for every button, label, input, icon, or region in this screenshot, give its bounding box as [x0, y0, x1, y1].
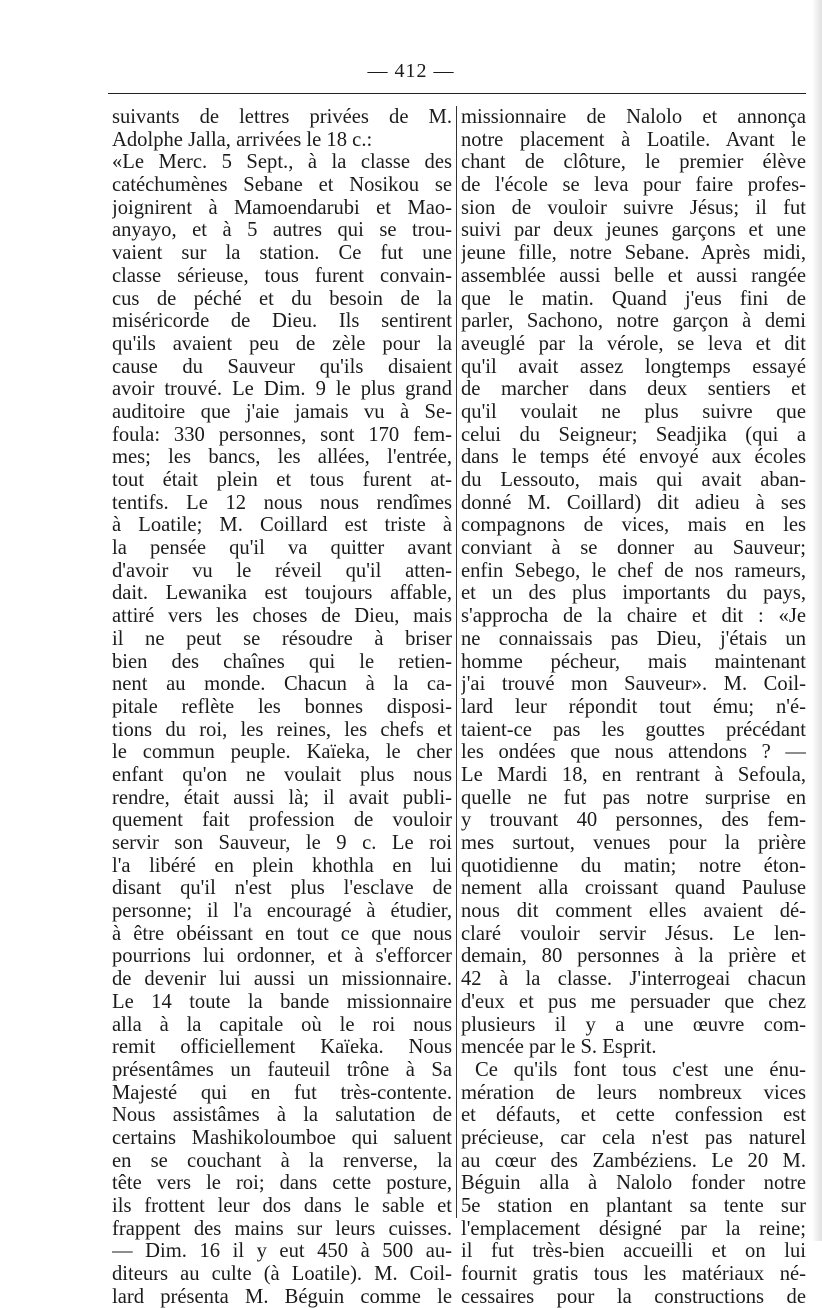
text-line: diteurs au culte (à Loatile). M. Coil- — [112, 1263, 452, 1286]
text-line: Béguin alla à Nalolo fonder notre — [461, 1172, 806, 1195]
text-line: claré vouloir servir Jésus. Le len- — [461, 922, 806, 945]
text-line: d'avoir vu le réveil qu'il atten- — [112, 559, 452, 582]
text-line: quement fait profession de vouloir — [112, 809, 452, 832]
text-line: Nous assistâmes à la salutation de — [112, 1104, 452, 1127]
text-line: il ne peut se résoudre à briser — [112, 627, 452, 650]
text-line: cessaires pour la constructions de — [461, 1285, 806, 1308]
text-line: pitale reflète les bonnes disposi- — [112, 695, 452, 718]
text-line: s'approcha de la chaire et dit : «Je — [461, 605, 806, 628]
text-line: compagnons de vices, mais en les — [461, 514, 806, 537]
text-line: tête vers le roi; dans cette posture, — [112, 1172, 452, 1195]
text-line: ils frottent leur dos dans le sable et — [112, 1195, 452, 1217]
text-line: aveuglé par la vérole, se leva et dit — [461, 332, 806, 355]
text-line: ne connaissais pas Dieu, j'étais un — [461, 627, 806, 650]
text-line: tout était plein et tous furent at- — [112, 469, 452, 491]
text-line: l'a libéré en plein khothla en lui — [112, 854, 452, 877]
column-divider — [456, 106, 457, 1218]
text-line: bien des chaînes qui le retien- — [112, 650, 452, 673]
text-line: joignirent à Mamoendarubi et Mao- — [112, 196, 452, 219]
text-line: quotidienne du matin; notre éton- — [461, 854, 806, 877]
text-line: quelle ne fut pas notre surprise en — [461, 786, 806, 809]
text-line: mération de leurs nombreux vices — [461, 1081, 806, 1104]
text-line: pourrions lui ordonner, et à s'efforcer — [112, 945, 452, 968]
text-line: Le Mardi 18, en rentrant à Sefoula, — [461, 763, 806, 786]
text-line: donné M. Coillard) dit adieu à ses — [461, 491, 806, 514]
text-line: d'eux et pus me persuader que chez — [461, 990, 806, 1013]
text-line: lard leur répondit tout ému; n'é- — [461, 695, 806, 718]
page-number: — 412 — — [367, 60, 455, 82]
text-line: celui du Seigneur; Seadjika (qui a — [461, 423, 806, 446]
text-line: mes surtout, venues pour la prière — [461, 832, 806, 854]
text-line: enfin Sebego, le chef de nos rameurs, — [461, 559, 806, 582]
text-line: cause du Sauveur qu'ils disaient — [112, 355, 452, 378]
text-line: notre placement à Loatile. Avant le — [461, 128, 806, 151]
text-line: frappent des mains sur leurs cuisses. — [112, 1217, 452, 1240]
text-line: taient-ce pas les gouttes précédant — [461, 718, 806, 741]
text-line: présentâmes un fauteuil trône à Sa — [112, 1058, 452, 1081]
text-line: qu'il voulait ne plus suivre que — [461, 400, 806, 423]
text-line: tions du roi, les reines, les chefs et — [112, 718, 452, 741]
text-line: foula: 330 personnes, sont 170 fem- — [112, 423, 452, 446]
text-line: tentifs. Le 12 nous nous rendîmes — [112, 491, 452, 514]
text-line: homme pécheur, mais maintenant — [461, 650, 806, 673]
text-line: chant de clôture, le premier élève — [461, 151, 806, 174]
text-line: la pensée qu'il va quitter avant — [112, 537, 452, 560]
text-line: conviant à se donner au Sauveur; — [461, 537, 806, 560]
text-line: classe sérieuse, tous furent convain- — [112, 264, 452, 287]
text-line: et un des plus importants du pays, — [461, 582, 806, 605]
text-line: suivants de lettres privées de M. — [112, 106, 452, 128]
text-line: y trouvant 40 personnes, des fem- — [461, 809, 806, 832]
text-line: Adolphe Jalla, arrivées le 18 c.: — [112, 128, 373, 151]
text-line: de l'école se leva pour faire profes- — [461, 174, 806, 197]
text-line: lard présenta M. Béguin comme le — [112, 1285, 452, 1308]
text-line: demain, 80 personnes à la prière et — [461, 945, 806, 968]
text-line: en se couchant à la renverse, la — [112, 1149, 452, 1172]
text-line: plusieurs il y a une œuvre com- — [461, 1013, 806, 1036]
text-line: jeune fille, notre Sebane. Après midi, — [461, 242, 806, 265]
text-line: et défauts, et cette confession est — [461, 1104, 806, 1127]
text-line: nement alla croissant quand Pauluse — [461, 877, 806, 900]
text-line: précieuse, car cela n'est pas naturel — [461, 1126, 806, 1149]
text-line: suivi par deux jeunes garçons et une — [461, 219, 806, 242]
left-column — [112, 106, 452, 1308]
text-line: le commun peuple. Kaïeka, le cher — [112, 741, 452, 764]
text-line: mes; les bancs, les allées, l'entrée, — [112, 446, 452, 469]
text-line: à être obéissant en tout ce que nous — [112, 922, 452, 945]
text-line: parler, Sachono, notre garçon à demi — [461, 310, 806, 333]
text-line: nous dit comment elles avaient dé- — [461, 900, 806, 923]
text-line: sion de vouloir suivre Jésus; il fut — [461, 196, 806, 219]
text-line: j'ai trouvé mon Sauveur». M. Coil- — [461, 673, 806, 696]
text-line: 42 à la classe. J'interrogeai chacun — [461, 968, 806, 991]
text-line: de devenir lui aussi un missionnaire. — [112, 968, 452, 991]
right-column — [461, 106, 806, 1308]
text-line: personne; il l'a encouragé à étudier, — [112, 900, 452, 923]
text-line: il fut très-bien accueilli et on lui — [461, 1240, 806, 1263]
text-line: catéchumènes Sebane et Nosikou se — [112, 174, 452, 197]
page-edge-shadow — [812, 0, 822, 1241]
text-line: de marcher dans deux sentiers et — [461, 378, 806, 401]
text-line: au cœur des Zambéziens. Le 20 M. — [461, 1149, 806, 1172]
text-line: dait. Lewanika est toujours affable, — [112, 582, 452, 605]
text-line: servir son Sauveur, le 9 c. Le roi — [112, 832, 452, 854]
text-line: à Loatile; M. Coillard est triste à — [112, 514, 452, 537]
text-line: dans le temps été envoyé aux écoles — [461, 446, 806, 469]
text-line: alla à la capitale où le roi nous — [112, 1013, 452, 1036]
text-line: miséricorde de Dieu. Ils sentirent — [112, 310, 452, 333]
text-line: 5e station en plantant sa tente sur — [461, 1195, 806, 1217]
text-line: vaient sur la station. Ce fut une — [112, 242, 452, 265]
text-line: disant qu'il n'est plus l'esclave de — [112, 877, 452, 900]
header-rule — [108, 93, 806, 94]
text-line: l'emplacement désigné par la reine; — [461, 1217, 806, 1240]
text-line: du Lessouto, mais qui avait aban- — [461, 469, 806, 491]
text-line: enfant qu'on ne voulait plus nous — [112, 763, 452, 786]
text-line: certains Mashikoloumboe qui saluent — [112, 1126, 452, 1149]
text-line: auditoire que j'aie jamais vu à Se- — [112, 400, 452, 423]
text-line: les ondées que nous attendons ? — — [461, 741, 806, 764]
text-line: remit officiellement Kaïeka. Nous — [112, 1036, 452, 1059]
text-line: cus de péché et du besoin de la — [112, 287, 452, 310]
text-line: Majesté qui en fut très-contente. — [112, 1081, 452, 1104]
text-line: anyayo, et à 5 autres qui se trou- — [112, 219, 452, 242]
text-line: que le matin. Quand j'eus fini de — [461, 287, 806, 310]
text-line: avoir trouvé. Le Dim. 9 le plus grand — [112, 378, 452, 401]
text-line: nent au monde. Chacun à la ca- — [112, 673, 452, 696]
text-line: Ce qu'ils font tous c'est une énu- — [475, 1058, 806, 1081]
text-line: qu'il avait assez longtemps essayé — [461, 355, 806, 378]
text-line: — Dim. 16 il y eut 450 à 500 au- — [112, 1240, 452, 1263]
text-line: rendre, était aussi là; il avait publi- — [112, 786, 452, 809]
text-line: qu'ils avaient peu de zèle pour la — [112, 332, 452, 355]
text-line: Le 14 toute la bande missionnaire — [112, 990, 452, 1013]
text-line: attiré vers les choses de Dieu, mais — [112, 605, 452, 628]
text-line: «Le Merc. 5 Sept., à la classe des — [112, 151, 452, 174]
text-line: assemblée aussi belle et aussi rangée — [461, 264, 806, 287]
text-line: fournit gratis tous les matériaux né- — [461, 1263, 806, 1286]
text-line: missionnaire de Nalolo et annonça — [461, 106, 806, 128]
text-line: mencée par le S. Esprit. — [461, 1036, 657, 1059]
